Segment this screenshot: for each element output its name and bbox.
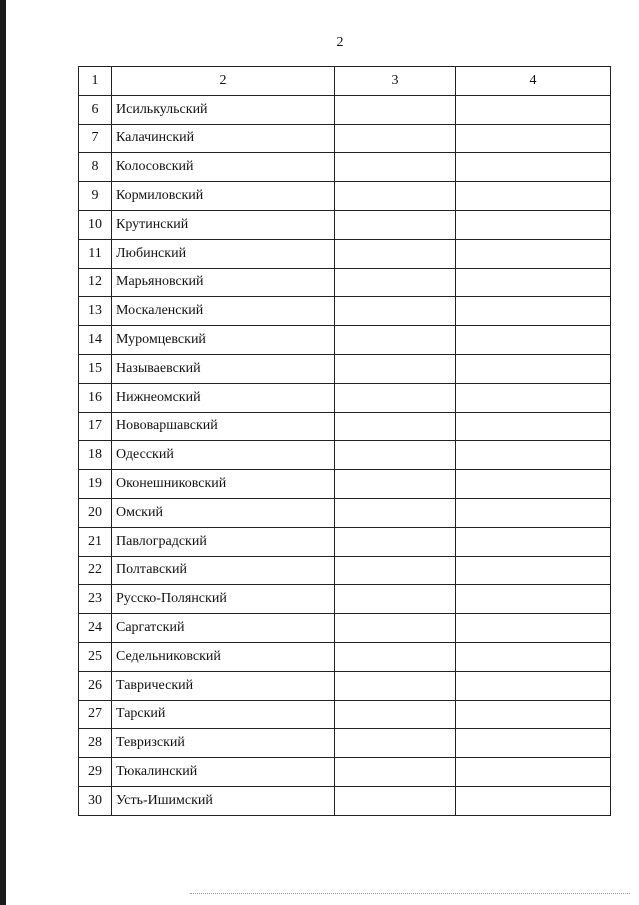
district-name: Нижнеомский bbox=[112, 383, 335, 412]
table-row bbox=[79, 210, 611, 239]
empty-cell-col-3 bbox=[335, 412, 456, 441]
district-name: Омский bbox=[112, 498, 335, 527]
table-row bbox=[79, 614, 611, 643]
row-number: 14 bbox=[79, 326, 112, 355]
district-name: Исилькульский bbox=[112, 95, 335, 124]
row-number: 9 bbox=[79, 182, 112, 211]
empty-cell-col-3 bbox=[335, 326, 456, 355]
district-name: Таврический bbox=[112, 671, 335, 700]
district-name: Крутинский bbox=[112, 210, 335, 239]
empty-cell-col-3 bbox=[335, 614, 456, 643]
district-name: Павлоградский bbox=[112, 527, 335, 556]
empty-cell-col-3 bbox=[335, 729, 456, 758]
empty-cell-col-3 bbox=[335, 556, 456, 585]
row-number: 24 bbox=[79, 614, 112, 643]
empty-cell-col-3 bbox=[335, 585, 456, 614]
row-number: 26 bbox=[79, 671, 112, 700]
district-name: Колосовский bbox=[112, 153, 335, 182]
empty-cell-col-4 bbox=[456, 383, 611, 412]
table-row bbox=[79, 758, 611, 787]
empty-cell-col-4 bbox=[456, 182, 611, 211]
table-row bbox=[79, 729, 611, 758]
empty-cell-col-3 bbox=[335, 124, 456, 153]
row-number: 10 bbox=[79, 210, 112, 239]
district-name: Одесский bbox=[112, 441, 335, 470]
empty-cell-col-4 bbox=[456, 585, 611, 614]
district-name: Кормиловский bbox=[112, 182, 335, 211]
scan-left-edge bbox=[0, 0, 6, 905]
table-row bbox=[79, 556, 611, 585]
row-number: 28 bbox=[79, 729, 112, 758]
table-row bbox=[79, 182, 611, 211]
table-row bbox=[79, 124, 611, 153]
empty-cell-col-4 bbox=[456, 326, 611, 355]
empty-cell-col-3 bbox=[335, 239, 456, 268]
row-number: 13 bbox=[79, 297, 112, 326]
table-row bbox=[79, 498, 611, 527]
empty-cell-col-4 bbox=[456, 297, 611, 326]
district-name: Нововаршавский bbox=[112, 412, 335, 441]
table-row bbox=[79, 412, 611, 441]
district-name: Оконешниковский bbox=[112, 470, 335, 499]
table-row bbox=[79, 95, 611, 124]
row-number: 20 bbox=[79, 498, 112, 527]
row-number: 15 bbox=[79, 354, 112, 383]
district-name: Марьяновский bbox=[112, 268, 335, 297]
districts-table bbox=[78, 66, 611, 816]
row-number: 16 bbox=[79, 383, 112, 412]
empty-cell-col-4 bbox=[456, 354, 611, 383]
empty-cell-col-3 bbox=[335, 210, 456, 239]
empty-cell-col-3 bbox=[335, 441, 456, 470]
table-row bbox=[79, 326, 611, 355]
empty-cell-col-4 bbox=[456, 729, 611, 758]
district-name: Называевский bbox=[112, 354, 335, 383]
row-number: 30 bbox=[79, 786, 112, 815]
table-row bbox=[79, 786, 611, 815]
empty-cell-col-4 bbox=[456, 124, 611, 153]
empty-cell-col-4 bbox=[456, 671, 611, 700]
empty-cell-col-3 bbox=[335, 182, 456, 211]
empty-cell-col-3 bbox=[335, 671, 456, 700]
empty-cell-col-4 bbox=[456, 527, 611, 556]
header-row bbox=[79, 67, 611, 96]
empty-cell-col-3 bbox=[335, 786, 456, 815]
header-col-1: 1 bbox=[79, 67, 112, 96]
table-row bbox=[79, 585, 611, 614]
empty-cell-col-4 bbox=[456, 556, 611, 585]
district-name: Русско-Полянский bbox=[112, 585, 335, 614]
empty-cell-col-3 bbox=[335, 153, 456, 182]
empty-cell-col-4 bbox=[456, 441, 611, 470]
empty-cell-col-4 bbox=[456, 498, 611, 527]
district-name: Полтавский bbox=[112, 556, 335, 585]
empty-cell-col-4 bbox=[456, 642, 611, 671]
empty-cell-col-3 bbox=[335, 268, 456, 297]
district-name: Тевризский bbox=[112, 729, 335, 758]
row-number: 18 bbox=[79, 441, 112, 470]
empty-cell-col-4 bbox=[456, 412, 611, 441]
page-number: 2 bbox=[336, 35, 344, 50]
table-row bbox=[79, 470, 611, 499]
empty-cell-col-4 bbox=[456, 614, 611, 643]
empty-cell-col-4 bbox=[456, 239, 611, 268]
table-row bbox=[79, 671, 611, 700]
empty-cell-col-3 bbox=[335, 498, 456, 527]
district-name: Усть-Ишимский bbox=[112, 786, 335, 815]
empty-cell-col-3 bbox=[335, 642, 456, 671]
district-name: Саргатский bbox=[112, 614, 335, 643]
table-row bbox=[79, 700, 611, 729]
empty-cell-col-3 bbox=[335, 297, 456, 326]
row-number: 29 bbox=[79, 758, 112, 787]
table-row bbox=[79, 239, 611, 268]
row-number: 21 bbox=[79, 527, 112, 556]
empty-cell-col-4 bbox=[456, 210, 611, 239]
empty-cell-col-3 bbox=[335, 700, 456, 729]
empty-cell-col-3 bbox=[335, 758, 456, 787]
row-number: 12 bbox=[79, 268, 112, 297]
empty-cell-col-3 bbox=[335, 354, 456, 383]
table-row bbox=[79, 642, 611, 671]
table-row bbox=[79, 527, 611, 556]
table-row bbox=[79, 441, 611, 470]
district-name: Тюкалинский bbox=[112, 758, 335, 787]
district-name: Седельниковский bbox=[112, 642, 335, 671]
row-number: 17 bbox=[79, 412, 112, 441]
table-row bbox=[79, 354, 611, 383]
district-name: Муромцевский bbox=[112, 326, 335, 355]
empty-cell-col-4 bbox=[456, 95, 611, 124]
row-number: 22 bbox=[79, 556, 112, 585]
empty-cell-col-4 bbox=[456, 786, 611, 815]
row-number: 6 bbox=[79, 95, 112, 124]
empty-cell-col-3 bbox=[335, 383, 456, 412]
district-name: Калачинский bbox=[112, 124, 335, 153]
header-col-4: 4 bbox=[456, 67, 611, 96]
table-row bbox=[79, 383, 611, 412]
row-number: 27 bbox=[79, 700, 112, 729]
district-name: Москаленский bbox=[112, 297, 335, 326]
empty-cell-col-4 bbox=[456, 700, 611, 729]
district-name: Тарский bbox=[112, 700, 335, 729]
district-name: Любинский bbox=[112, 239, 335, 268]
header-col-2: 2 bbox=[112, 67, 335, 96]
empty-cell-col-3 bbox=[335, 470, 456, 499]
empty-cell-col-3 bbox=[335, 95, 456, 124]
empty-cell-col-4 bbox=[456, 758, 611, 787]
row-number: 25 bbox=[79, 642, 112, 671]
empty-cell-col-3 bbox=[335, 527, 456, 556]
table-body bbox=[79, 95, 611, 815]
row-number: 11 bbox=[79, 239, 112, 268]
table-row bbox=[79, 153, 611, 182]
empty-cell-col-4 bbox=[456, 268, 611, 297]
row-number: 23 bbox=[79, 585, 112, 614]
row-number: 19 bbox=[79, 470, 112, 499]
scan-bottom-line bbox=[190, 893, 630, 894]
table-row bbox=[79, 268, 611, 297]
header-col-3: 3 bbox=[335, 67, 456, 96]
row-number: 7 bbox=[79, 124, 112, 153]
empty-cell-col-4 bbox=[456, 470, 611, 499]
row-number: 8 bbox=[79, 153, 112, 182]
empty-cell-col-4 bbox=[456, 153, 611, 182]
table-row bbox=[79, 297, 611, 326]
